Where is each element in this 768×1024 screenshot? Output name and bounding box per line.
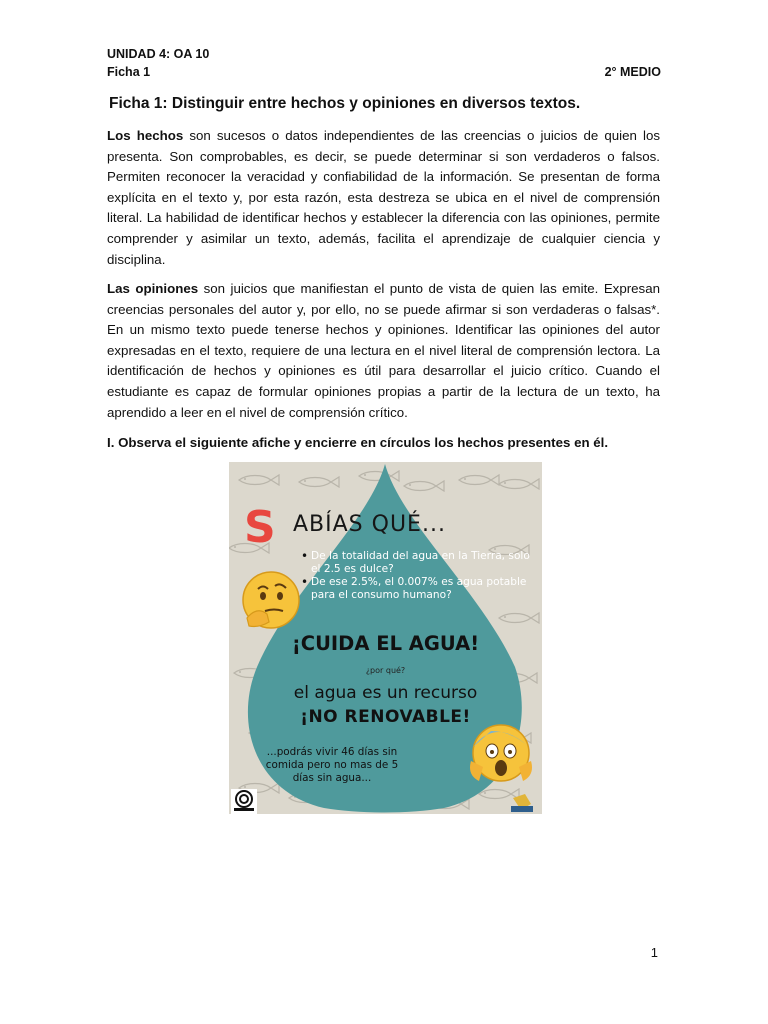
page-title: Ficha 1: Distinguir entre hechos y opiniones en diversos textos. bbox=[109, 95, 581, 112]
poster-s-letter: S bbox=[244, 502, 276, 553]
paragraph-opinions-lead: Las opiniones bbox=[107, 281, 199, 296]
poster-why: ¿por qué? bbox=[365, 666, 406, 675]
unit-label: UNIDAD 4: OA 10 bbox=[107, 47, 210, 61]
poster-reason-2: ¡NO RENOVABLE! bbox=[300, 707, 471, 727]
thinking-emoji bbox=[243, 572, 299, 628]
grade-label: 2° MEDIO bbox=[604, 65, 661, 79]
paragraph-opinions bbox=[107, 279, 660, 423]
poster-heading: ABÍAS QUÉ... bbox=[293, 512, 446, 537]
poster-bullet-2-text: De ese 2.5%, el 0.007% es agua potable para el consumo humano? bbox=[311, 576, 527, 601]
sheet-label: Ficha 1 bbox=[107, 65, 151, 79]
paragraph-facts bbox=[107, 126, 660, 270]
paragraph-facts-body: son sucesos o datos independientes de las creencias o juicios de quien los presenta. Son comprobables, es decir, se puede determinar si son verdaderos o falsos. Permiten reconocer la veracidad y confiabilidad de la información. Se presentan de forma explícita en el texto y, por esta razón, esta destreza se ubica en el nivel de comprensión literal. La habilidad de identificar hechos y establecer la diferencia con las opiniones, permite comprender y asimilar un texto, además, facilita el aprendizaje de cualquier ciencia y disciplina. bbox=[107, 128, 661, 267]
paragraph-opinions-body: son juicios que manifiestan el punto de vista de quien las emite. Expresan creencias personales del autor y, por ello, no se puede afirmar si son verdaderas o falsas*. En un mismo texto puede tenerse hechos y opiniones. Identificar las opiniones del autor expresadas en el texto, requiere de una lectura en el nivel literal de comprensión lectora. La identificación de hechos y opiniones es útil para desarrollar el juicio crítico. Cuando el estudiante es capaz de formular opiniones propias a partir de la lectura de un texto, ha aprendido a leer en el nivel de comprensión crítico. bbox=[107, 281, 660, 420]
poster-bullet-1 bbox=[301, 549, 536, 576]
bullet-dot: • bbox=[301, 575, 309, 589]
logo-mark-left bbox=[231, 789, 257, 814]
page-number: 1 bbox=[650, 945, 658, 960]
bullet-dot: • bbox=[301, 549, 309, 563]
poster-reason-1: el agua es un recurso bbox=[293, 683, 478, 703]
poster-footnote: ...podrás vivir 46 días sin comida pero no mas de 5 días sin agua... bbox=[265, 746, 399, 784]
poster-slogan: ¡CUIDA EL AGUA! bbox=[291, 632, 480, 655]
instruction: I. Observa el siguiente afiche y encierre en círculos los hechos presentes en él. bbox=[107, 435, 609, 450]
water-poster bbox=[229, 462, 542, 814]
poster-bullet-2 bbox=[301, 575, 536, 602]
paragraph-facts-lead: Los hechos bbox=[107, 128, 184, 143]
poster-bullet-1-text: De la totalidad del agua en la Tierra, solo el 2.5 es dulce? bbox=[311, 550, 530, 575]
